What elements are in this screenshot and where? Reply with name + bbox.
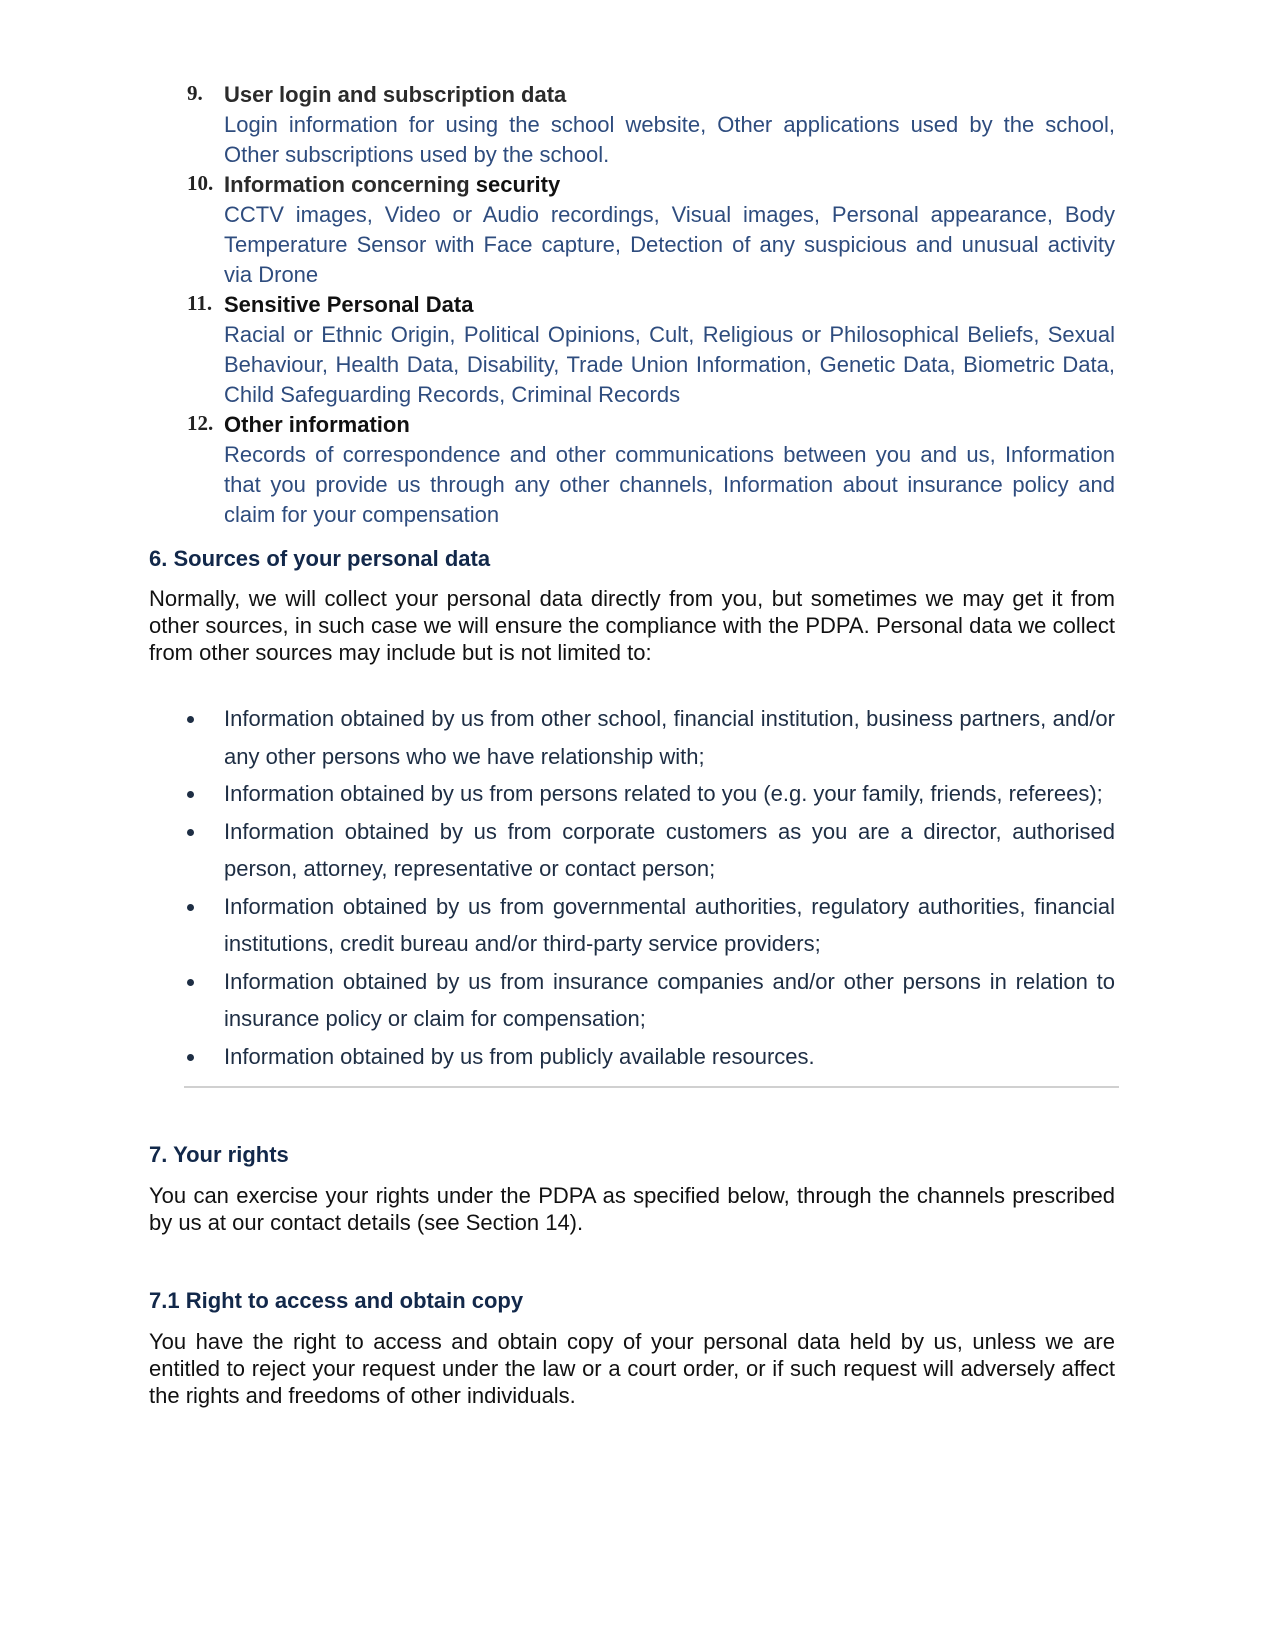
section-heading-rights: 7. Your rights bbox=[149, 1142, 289, 1167]
item-number: 11. bbox=[187, 291, 213, 315]
section-heading-access: 7.1 Right to access and obtain copy bbox=[149, 1288, 524, 1313]
list-item-sensitive-data bbox=[149, 290, 1115, 410]
list-item: Information obtained by us from insurance companies and/or other persons in relation to insurance policy or claim for compensation; bbox=[149, 963, 1115, 1038]
item-description: Records of correspondence and other communications between you and us, Information that you provide us through any other channels, Information about insurance policy and claim for your compensation bbox=[224, 442, 1115, 527]
list-item: Information obtained by us from corporate customers as you are a director, authorised person, attorney, representative or contact person; bbox=[149, 813, 1115, 888]
item-title: Other information bbox=[224, 412, 410, 437]
list-item-user-login bbox=[149, 80, 1115, 170]
list-item-other-information bbox=[149, 410, 1115, 530]
item-description: CCTV images, Video or Audio recordings, Visual images, Personal appearance, Body Temperature Sensor with Face capture, Detection of any suspicious and unusual activity via Drone bbox=[224, 202, 1115, 287]
item-title: Information concerning security bbox=[224, 172, 561, 197]
data-category-list bbox=[149, 80, 1115, 530]
item-title: User login and subscription data bbox=[224, 82, 567, 107]
list-item: Information obtained by us from persons related to you (e.g. your family, friends, referees); bbox=[149, 775, 1115, 813]
item-number: 9. bbox=[187, 81, 203, 105]
sources-bullet-list bbox=[149, 700, 1115, 1075]
list-item: Information obtained by us from governmental authorities, regulatory authorities, financial institutions, credit bureau and/or third-party service providers; bbox=[149, 888, 1115, 963]
section-paragraph-rights: You can exercise your rights under the PDPA as specified below, through the channels prescribed by us at our contact details (see Section 14). bbox=[149, 1183, 1115, 1235]
section-paragraph-sources: Normally, we will collect your personal data directly from you, but sometimes we may get it from other sources, in such case we will ensure the compliance with the PDPA. Personal data we collect from other sources may include but is not limited to: bbox=[149, 586, 1115, 665]
horizontal-divider bbox=[184, 1086, 1119, 1088]
section-heading-sources: 6. Sources of your personal data bbox=[149, 546, 491, 571]
list-item-security bbox=[149, 170, 1115, 290]
bullet-icon bbox=[187, 979, 194, 986]
bullet-icon bbox=[187, 791, 194, 798]
bullet-icon bbox=[187, 1054, 194, 1061]
item-number: 12. bbox=[187, 411, 214, 435]
list-item: Information obtained by us from publicly available resources. bbox=[149, 1038, 1115, 1076]
item-description: Login information for using the school website, Other applications used by the school, Other subscriptions used by the school. bbox=[224, 112, 1115, 167]
item-number: 10. bbox=[187, 171, 214, 195]
list-item: Information obtained by us from other school, financial institution, business partners, and/or any other persons who we have relationship with; bbox=[149, 700, 1115, 775]
section-paragraph-access: You have the right to access and obtain copy of your personal data held by us, unless we are entitled to reject your request under the law or a court order, or if such request will adversely affect the rights and freedoms of other individuals. bbox=[149, 1329, 1115, 1408]
document-page bbox=[149, 80, 1115, 1409]
item-title: Sensitive Personal Data bbox=[224, 292, 474, 317]
bullet-icon bbox=[187, 904, 194, 911]
bullet-icon bbox=[187, 829, 194, 836]
item-description: Racial or Ethnic Origin, Political Opinions, Cult, Religious or Philosophical Beliefs, Sexual Behaviour, Health Data, Disability, Trade Union Information, Genetic Data, Biometric Data, Child Safeguarding Records, Criminal Records bbox=[224, 322, 1115, 407]
bullet-icon bbox=[187, 716, 194, 723]
